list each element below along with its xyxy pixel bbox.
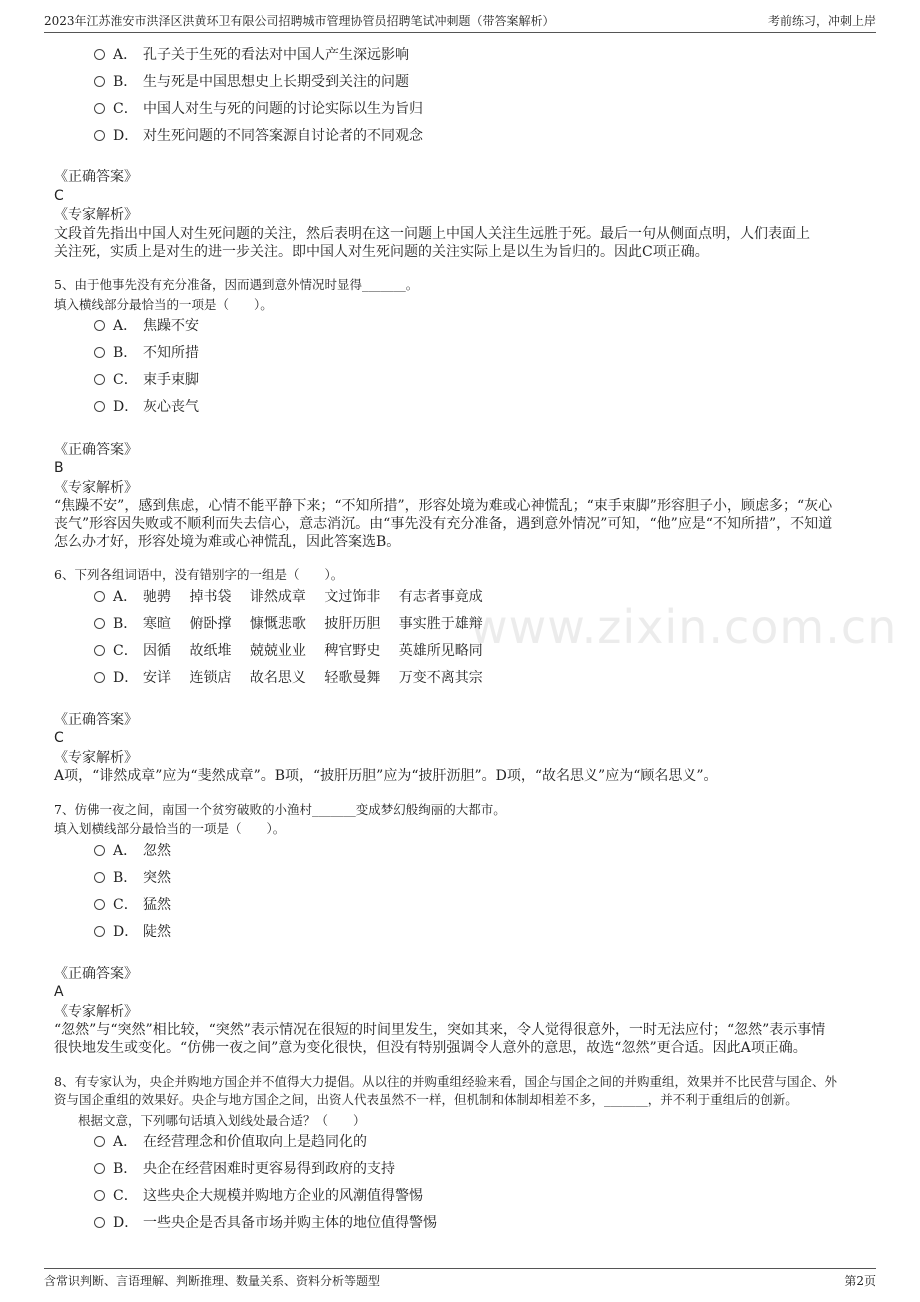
q4-option-a[interactable]: A． 孔子关于生死的看法对中国人产生深远影响 xyxy=(94,44,409,66)
radio-icon[interactable] xyxy=(94,76,105,87)
header-slogan: 考前练习，冲刺上岸 xyxy=(767,14,876,28)
page-header xyxy=(44,10,876,33)
answer-label: 《正确答案》 xyxy=(54,966,138,982)
question-prompt: 填入横线部分最恰当的一项是（ ）。 xyxy=(54,297,273,312)
analysis-text: “忽然”与“突然”相比较，“突然”表示情况在很短的时间里发生，突如其来，令人觉得很意外，一时无法应付；“忽然”表示事情 很快地发生或变化。“仿佛一夜之间”意为变化很快，但没有特别强调令人意外的意思，故选“忽然”更合适。因此A项正确。 xyxy=(54,1022,826,1056)
radio-icon[interactable] xyxy=(94,103,105,114)
analysis-label: 《专家解析》 xyxy=(54,207,138,223)
q6-option-c[interactable]: C． 因循 故纸堆 兢兢业业 稗官野史 英雄所见略同 xyxy=(94,640,483,662)
radio-icon[interactable] xyxy=(94,845,105,856)
q7-option-d[interactable]: D． 陡然 xyxy=(94,921,171,943)
radio-icon[interactable] xyxy=(94,320,105,331)
q8-option-c[interactable]: C． 这些央企大规模并购地方企业的风潮值得警惕 xyxy=(94,1185,423,1207)
answer-label: 《正确答案》 xyxy=(54,712,138,728)
radio-icon[interactable] xyxy=(94,591,105,602)
radio-icon[interactable] xyxy=(94,872,105,883)
radio-icon[interactable] xyxy=(94,1217,105,1228)
question-stem: 7、仿佛一夜之间，南国一个贫穷破败的小渔村_______变成梦幻般绚丽的大都市。 xyxy=(54,802,506,817)
radio-icon[interactable] xyxy=(94,401,105,412)
footer-description: 含常识判断、言语理解、判断推理、数量关系、资料分析等题型 xyxy=(44,1274,381,1288)
radio-icon[interactable] xyxy=(94,1190,105,1201)
q8-option-a[interactable]: A． 在经营理念和价值取向上是趋同化的 xyxy=(94,1131,367,1153)
question-stem: 6、下列各组词语中，没有错别字的一组是（ ）。 xyxy=(54,567,344,582)
q7-option-a[interactable]: A． 忽然 xyxy=(94,840,171,862)
answer-value: B xyxy=(54,460,64,476)
answer-label: 《正确答案》 xyxy=(54,442,138,458)
question-prompt: 填入划横线部分最恰当的一项是（ ）。 xyxy=(54,821,286,836)
radio-icon[interactable] xyxy=(94,1163,105,1174)
q5-option-d[interactable]: D． 灰心丧气 xyxy=(94,396,199,418)
analysis-label: 《专家解析》 xyxy=(54,1004,138,1020)
analysis-label: 《专家解析》 xyxy=(54,480,138,496)
page-footer xyxy=(44,1268,876,1293)
analysis-label: 《专家解析》 xyxy=(54,750,138,766)
answer-value: C xyxy=(54,730,64,746)
question-stem: 5、由于他事先没有充分准备，因而遇到意外情况时显得_______。 xyxy=(54,277,419,292)
analysis-text: A项，“诽然成章”应为“斐然成章”。B项，“披肝历胆”应为“披肝沥胆”。D项，“故名思义”应为“顾名思义”。 xyxy=(54,768,718,784)
radio-icon[interactable] xyxy=(94,130,105,141)
question-stem: 8、有专家认为，央企并购地方国企并不值得大力提倡。从以往的并购重组经验来看，国企与国企之间的并购重组，效果并不比民营与国企、外 资与国企重组的效果好。央企与地方国企之间，出资人代表虽然不一样，但机制和体制却相差不多，_______，并不利于重组后的创新。 xyxy=(54,1074,837,1107)
q6-option-d[interactable]: D． 安详 连锁店 故名思义 轻歌曼舞 万变不离其宗 xyxy=(94,667,483,689)
q5-option-b[interactable]: B． 不知所措 xyxy=(94,342,199,364)
q5-option-a[interactable]: A． 焦躁不安 xyxy=(94,315,199,337)
question-prompt: 根据文意，下列哪句话填入划线处最合适？（ ） xyxy=(78,1113,366,1128)
q7-option-c[interactable]: C． 猛然 xyxy=(94,894,171,916)
q4-option-b[interactable]: B． 生与死是中国思想史上长期受到关注的问题 xyxy=(94,71,409,93)
radio-icon[interactable] xyxy=(94,49,105,60)
q7-option-b[interactable]: B． 突然 xyxy=(94,867,171,889)
page-number: 第2页 xyxy=(844,1274,876,1288)
radio-icon[interactable] xyxy=(94,1136,105,1147)
radio-icon[interactable] xyxy=(94,347,105,358)
q6-option-b[interactable]: B． 寒暄 俯卧撑 慷慨悲歌 披肝历胆 事实胜于雄辩 xyxy=(94,613,483,635)
answer-value: A xyxy=(54,984,64,1000)
answer-label: 《正确答案》 xyxy=(54,169,138,185)
analysis-text: 文段首先指出中国人对生死问题的关注，然后表明在这一问题上中国人关注生远胜于死。最后一句从侧面点明，人们表面上 关注死，实质上是对生的进一步关注。即中国人对生死问题的关注实际上是以生为旨归的。因此C项正确。 xyxy=(54,226,810,260)
radio-icon[interactable] xyxy=(94,672,105,683)
q8-option-d[interactable]: D． 一些央企是否具备市场并购主体的地位值得警惕 xyxy=(94,1212,437,1234)
q6-option-a[interactable]: A． 驰骋 掉书袋 诽然成章 文过饰非 有志者事竟成 xyxy=(94,586,483,608)
q4-option-c[interactable]: C． 中国人对生与死的问题的讨论实际以生为旨归 xyxy=(94,98,423,120)
radio-icon[interactable] xyxy=(94,645,105,656)
q5-option-c[interactable]: C． 束手束脚 xyxy=(94,369,199,391)
radio-icon[interactable] xyxy=(94,899,105,910)
radio-icon[interactable] xyxy=(94,374,105,385)
watermark: www.zixin.com.cn xyxy=(470,600,898,654)
q8-option-b[interactable]: B． 央企在经营困难时更容易得到政府的支持 xyxy=(94,1158,395,1180)
q4-option-d[interactable]: D． 对生死问题的不同答案源自讨论者的不同观念 xyxy=(94,125,423,147)
answer-value: C xyxy=(54,188,64,204)
analysis-text: “焦躁不安”，感到焦虑，心情不能平静下来；“不知所措”，形容处境为难或心神慌乱；“束手束脚”形容胆子小，顾虑多；“灰心 丧气”形容因失败或不顺利而失去信心，意志消沉。由“事先没有充分准备，遇到意外情况”可知，“他”应是“不知所措”，不知道 怎么办才好，形容处境为难或心神慌乱，因此答案选B。 xyxy=(54,498,833,550)
radio-icon[interactable] xyxy=(94,926,105,937)
radio-icon[interactable] xyxy=(94,618,105,629)
document-title: 2023年江苏淮安市洪泽区洪黄环卫有限公司招聘城市管理协管员招聘笔试冲刺题（带答案解析） xyxy=(44,14,555,28)
